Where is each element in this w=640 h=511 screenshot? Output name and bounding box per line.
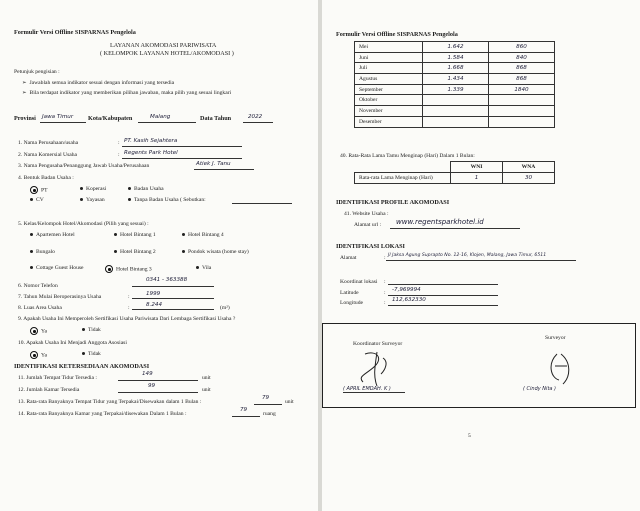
form-page-right: Formulir Versi Offline SISPARNAS Pengelola Mei 1.642 860 Juni 1.584 840 Juli 1.668 868 Agustus 1.434 868 September 1.339 1840 Oktober November Desember 40. Rata-Rata Lama Tamu Menginap (Hari) Dalam 1 Bulan: WNI WNA Rata-rata Lama Menginap (Hari) 1 30 IDENTIFIKASI PROFILE AKOMODASI 41. Website Usaha : Alamat url : www.regentsparkhotel.id IDENTIFIKASI LOKASI Alamat : Jl Jaksa Agung Suprapto No. 12-16, Klojen, Malang, Jawa Timur, 6511 Koordinat lokasi : Latitude : -7,969994 Longitude : 112,632330 Koordinator Surveyor Surveyor ( APRIL EMDAH. K ) ( Cindy Nita ) 5 bbox=[322, 0, 640, 511]
month-row bbox=[355, 42, 555, 53]
month-value-b: 1840 bbox=[489, 84, 555, 95]
month-value-a: 1.584 bbox=[423, 52, 489, 63]
provinsi-label: Provinsi bbox=[14, 115, 36, 122]
q5-label: 5. Kelas/Kelompok Hotel/Akomodasi (Pilih yang sesuai) : bbox=[18, 221, 149, 227]
koordinat-label: Koordinat lokasi bbox=[340, 279, 378, 285]
q10-ya[interactable]: Ya bbox=[30, 351, 47, 359]
month-name: November bbox=[355, 106, 423, 117]
option-koperasi[interactable]: Koperasi bbox=[80, 186, 106, 193]
month-value-b: 840 bbox=[489, 52, 555, 63]
month-value-b bbox=[489, 106, 555, 117]
option-cottage[interactable]: Cottage Guest House bbox=[30, 265, 84, 272]
surveyor-name: ( Cindy Nita ) bbox=[523, 386, 557, 392]
section-ketersediaan: IDENTIFIKASI KETERSEDIAAN AKOMODASI bbox=[14, 363, 150, 370]
alamat-url-label: Alamat url : bbox=[354, 222, 382, 228]
option-bintang1[interactable]: Hotel Bintang 1 bbox=[114, 232, 156, 239]
surveyor-label: Surveyor bbox=[545, 335, 566, 341]
koordinator-label: Koordinator Surveyor bbox=[353, 341, 403, 347]
q1-value: PT. Kasih Sejahtera bbox=[124, 138, 178, 144]
month-value-a bbox=[423, 95, 489, 106]
q2-label: 2. Nama Komersial Usaha bbox=[18, 152, 78, 158]
longitude-label: Longitude bbox=[340, 300, 363, 306]
page-number: 5 bbox=[468, 433, 471, 439]
latitude-label: Latitude bbox=[340, 290, 359, 296]
form-page-left: Formulir Versi Offline SISPARNAS Pengelola LAYANAN AKOMODASI PARIWISATA ( KELOMPOK LAYANAN HOTEL/AKOMODASI ) Petunjuk pengisian : ➢ Jawablah semua indikator sesuai dengan informasi yang tersedia ➢ Bila terdapat indikator yang memberikan pilihan jawaban, maka pilih yang sesuai lingkari Provinsi Jawa Timur Kota/Kabupaten Malang Data Tahun 2022 1. Nama Perusahaan/usaha : PT. Kasih Sejahtera 2. Nama Komersial Usaha : Regents Park Hotel 3. Nama Pengusaha/Penanggung Jawab Usaha/Perusahaan Atiek J. Tanu 4. Bentuk Badan Usaha : PT Koperasi Badan Usaha CV Yayasan Tanpa Badan Usaha ( Sebutkan: 5. Kelas/Kelompok Hotel/Akomodasi (Pilih yang sesuai) : Apartemen Hotel Hotel Bintang 1 Hotel Bintang 4 Bungalo Hotel Bintang 2 Pondok wisata (home stay) Cottage Guest House Hotel Bintang 3 Vila 6. Nomor Telefon 0341 - 363388 7. Tahun Mulai Beroperasinya Usaha : 1999 8. Luas Area Usaha : 8.244 (m²) 9. Apakah Usaha Ini Memperoleh Sertifikasi Usaha Pariwisata Dari Lembaga Sertifikasi Usaha ? Ya Tidak 10. Apakah Usaha Ini Menjadi Anggota Asosiasi Ya Tidak IDENTIFIKASI KETERSEDIAAN AKOMODASI 11. Jumlah Tempat Tidur Tersedia : 149 unit 12. Jumlah Kamar Tersedia 99 unit 13. Rata-rata Banyaknya Tempat Tidur yang Terpakai/Disewakan dalam 1 Bulan : 79 unit 14. Rata-rata Banyaknya Kamar yang Terpakai/disewakan Dalam 1 Bulan : 79 ruang bbox=[0, 0, 318, 511]
instruction-item: ➢ Jawablah semua indikator sesuai dengan informasi yang tersedia bbox=[22, 80, 175, 86]
option-bintang2[interactable]: Hotel Bintang 2 bbox=[114, 249, 156, 256]
month-name: Juli bbox=[355, 63, 423, 74]
stay-table bbox=[354, 161, 555, 184]
q4-label: 4. Bentuk Badan Usaha : bbox=[18, 175, 74, 181]
month-row bbox=[355, 84, 555, 95]
q13-value: 79 bbox=[262, 395, 270, 401]
instruction-item: ➢ Bila terdapat indikator yang memberikan pilihan jawaban, maka pilih yang sesuai lingkari bbox=[22, 90, 232, 96]
month-value-a bbox=[423, 106, 489, 117]
q7-label: 7. Tahun Mulai Beroperasinya Usaha bbox=[18, 294, 102, 300]
month-row bbox=[355, 63, 555, 74]
q6-label: 6. Nomor Telefon bbox=[18, 283, 58, 289]
option-pondok[interactable]: Pondok wisata (home stay) bbox=[182, 249, 249, 256]
q11-unit: unit bbox=[202, 375, 211, 381]
option-apartemen[interactable]: Apartemen Hotel bbox=[30, 232, 75, 239]
q1-label: 1. Nama Perusahaan/usaha bbox=[18, 140, 79, 146]
latitude-value: -7,969994 bbox=[392, 287, 421, 293]
q41-label: 41. Website Usaha : bbox=[344, 211, 389, 217]
month-row bbox=[355, 52, 555, 63]
alamat-value: Jl Jaksa Agung Suprapto No. 12-16, Klojen, Malang, Jawa Timur, 6511 bbox=[388, 253, 547, 258]
month-name: Desember bbox=[355, 116, 423, 127]
month-name: September bbox=[355, 84, 423, 95]
stay-head-wni: WNI bbox=[451, 162, 503, 173]
option-yayasan[interactable]: Yayasan bbox=[80, 197, 105, 204]
section-lokasi: IDENTIFIKASI LOKASI bbox=[336, 243, 405, 250]
month-value-b bbox=[489, 95, 555, 106]
q14-unit: ruang bbox=[263, 411, 276, 417]
q11-label: 11. Jumlah Tempat Tidur Tersedia : bbox=[18, 375, 97, 381]
q2-value: Regents Park Hotel bbox=[124, 150, 178, 156]
form-subtitle: ( KELOMPOK LAYANAN HOTEL/AKOMODASI ) bbox=[100, 50, 234, 57]
provinsi-value: Jawa Timur bbox=[42, 114, 74, 120]
q12-label: 12. Jumlah Kamar Tersedia bbox=[18, 387, 80, 393]
q8-unit: (m²) bbox=[220, 305, 230, 311]
section-profile: IDENTIFIKASI PROFILE AKOMODASI bbox=[336, 199, 450, 206]
signature-box bbox=[322, 323, 636, 408]
month-row bbox=[355, 74, 555, 85]
month-row bbox=[355, 95, 555, 106]
kota-label: Kota/Kabupaten bbox=[88, 115, 133, 122]
form-title: LAYANAN AKOMODASI PARIWISATA bbox=[110, 42, 217, 49]
q12-unit: unit bbox=[202, 387, 211, 393]
q9-label: 9. Apakah Usaha Ini Memperoleh Sertifikasi Usaha Pariwisata Dari Lembaga Sertifikasi Usaha ? bbox=[18, 316, 236, 322]
q8-label: 8. Luas Area Usaha bbox=[18, 305, 62, 311]
month-value-a: 1.642 bbox=[423, 42, 489, 53]
option-badan-usaha[interactable]: Badan Usaha bbox=[128, 186, 164, 193]
stay-wni-value: 1 bbox=[451, 173, 503, 184]
month-name: Mei bbox=[355, 42, 423, 53]
q10-label: 10. Apakah Usaha Ini Menjadi Anggota Asosiasi bbox=[18, 340, 127, 346]
month-name: Oktober bbox=[355, 95, 423, 106]
stay-row-label: Rata-rata Lama Menginap (Hari) bbox=[355, 173, 451, 184]
option-bungalo[interactable]: Bungalo bbox=[30, 249, 55, 256]
q8-value: 8.244 bbox=[146, 302, 163, 308]
month-value-a: 1.434 bbox=[423, 74, 489, 85]
tahun-label: Data Tahun bbox=[200, 115, 232, 122]
month-value-a bbox=[423, 116, 489, 127]
month-value-b: 868 bbox=[489, 63, 555, 74]
q3-label: 3. Nama Pengusaha/Penanggung Jawab Usaha/Perusahaan bbox=[18, 163, 150, 169]
month-value-b: 860 bbox=[489, 42, 555, 53]
stay-head-wna: WNA bbox=[503, 162, 555, 173]
month-value-b: 868 bbox=[489, 74, 555, 85]
monthly-guests-table bbox=[354, 41, 555, 128]
month-row bbox=[355, 106, 555, 117]
month-value-a: 1.668 bbox=[423, 63, 489, 74]
q14-label: 14. Rata-rata Banyaknya Kamar yang Terpakai/disewakan Dalam 1 Bulan : bbox=[18, 411, 187, 417]
month-name: Juni bbox=[355, 52, 423, 63]
kota-value: Malang bbox=[150, 114, 171, 120]
q13-unit: unit bbox=[285, 399, 294, 405]
month-value-a: 1.339 bbox=[423, 84, 489, 95]
alamat-label: Alamat bbox=[340, 255, 357, 261]
option-cv[interactable]: CV bbox=[30, 197, 44, 204]
option-bintang3[interactable]: Hotel Bintang 3 bbox=[105, 265, 152, 273]
longitude-value: 112,632330 bbox=[392, 297, 426, 303]
option-tanpa-badan[interactable]: Tanpa Badan Usaha ( Sebutkan: bbox=[128, 197, 206, 204]
form-header: Formulir Versi Offline SISPARNAS Pengelola bbox=[336, 31, 458, 38]
alamat-url-value: www.regentsparkhotel.id bbox=[396, 218, 484, 226]
q14-value: 79 bbox=[240, 407, 248, 413]
koordinator-name: ( APRIL EMDAH. K ) bbox=[343, 386, 391, 392]
q13-label: 13. Rata-rata Banyaknya Tempat Tidur yang Terpakai/Disewakan dalam 1 Bulan : bbox=[18, 399, 202, 405]
stay-wna-value: 30 bbox=[503, 173, 555, 184]
month-name: Agustus bbox=[355, 74, 423, 85]
q12-value: 99 bbox=[148, 383, 156, 389]
option-vila[interactable]: Vila bbox=[196, 265, 211, 272]
q9-tidak[interactable]: Tidak bbox=[82, 327, 101, 334]
q10-tidak[interactable]: Tidak bbox=[82, 351, 101, 358]
month-value-b bbox=[489, 116, 555, 127]
q7-value: 1999 bbox=[146, 291, 161, 297]
q9-ya[interactable]: Ya bbox=[30, 327, 47, 335]
q6-value: 0341 - 363388 bbox=[146, 277, 188, 283]
q11-value: 149 bbox=[142, 371, 153, 377]
form-header: Formulir Versi Offline SISPARNAS Pengelola bbox=[14, 29, 136, 36]
month-row bbox=[355, 116, 555, 127]
q40-label: 40. Rata-Rata Lama Tamu Menginap (Hari) Dalam 1 Bulan: bbox=[340, 153, 475, 159]
option-bintang4[interactable]: Hotel Bintang 4 bbox=[182, 232, 224, 239]
option-pt[interactable]: PT bbox=[30, 186, 48, 194]
instructions-title: Petunjuk pengisian : bbox=[14, 69, 60, 75]
q3-value: Atiek J. Tanu bbox=[196, 161, 231, 167]
tahun-value: 2022 bbox=[248, 114, 263, 120]
